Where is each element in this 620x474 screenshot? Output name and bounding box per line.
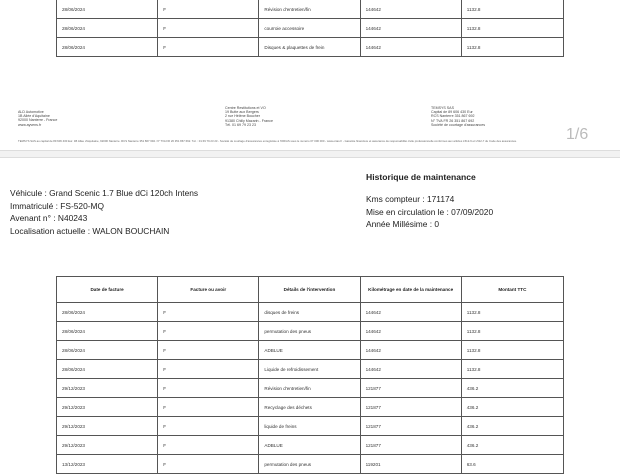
footer-line: ALD Automotive [18,110,44,114]
footer-right-address [431,106,485,127]
cell-date: 28/06/2024 [57,38,158,57]
vehicle-avenant: Avenant n° : N40243 [10,213,88,223]
footer-line: 19 Butte aux Bergers [225,110,259,115]
cell-amount: 1132.8 [461,19,563,38]
cell-amount: 1132.8 [461,322,563,341]
cell-amount: 63.6 [461,455,563,474]
cell-date: 28/06/2024 [57,19,158,38]
cell-invoice-type: F [158,19,259,38]
history-info [366,193,493,231]
table-row [57,455,564,474]
cell-details: permutation des pneus [259,455,360,474]
cell-mileage: 144642 [360,322,461,341]
cell-invoice-type: F [158,303,259,322]
page-separator [0,150,620,158]
footer-line: Capital de 89 606 430 Eur [431,110,473,115]
header-date: Date de facture [57,277,158,303]
footer-line: 91380 Chilly Mazarin - France [225,118,273,123]
header-mileage: Kilométrage en date de la maintenance [360,277,461,303]
cell-mileage: 121877 [360,417,461,436]
cell-details: Révision d'entretien/fin [259,379,360,398]
header-details: Détails de l'intervention [259,277,360,303]
table-row [57,341,564,360]
cell-amount: 1132.8 [461,360,563,379]
footer-line: TEMSYS SAS [431,106,454,110]
table-body [57,0,564,57]
cell-date: 29/12/2023 [57,417,158,436]
cell-mileage: 119201 [360,455,461,474]
cell-date: 28/06/2024 [57,303,158,322]
cell-details: permutation des pneus [259,322,360,341]
footer-line: www.ayvens.fr [18,122,42,127]
cell-mileage: 121877 [360,398,461,417]
cell-details: Recyclage des déchets [259,398,360,417]
cell-invoice-type: F [158,417,259,436]
cell-amount: 436.2 [461,398,563,417]
cell-details: Disques & plaquettes de frein [259,38,360,57]
footer-center-address [225,106,273,127]
history-circulation: Mise en circulation le : 07/09/2020 [366,206,494,217]
cell-mileage: 121877 [360,379,461,398]
table-row [57,398,564,417]
cell-details: ADBLUE [259,436,360,455]
cell-amount: 1132.8 [461,38,563,57]
footer-line: N° TVA FR 26 351 867 692 [431,118,475,123]
table-row [57,38,564,57]
header-amount: Montant TTC [461,277,563,303]
cell-details: liquide de freins [259,417,360,436]
table-body [57,303,564,474]
cell-mileage: 144642 [360,341,461,360]
cell-mileage: 144642 [360,303,461,322]
cell-date: 28/06/2024 [57,360,158,379]
table-row [57,360,564,379]
history-millesime: Année Millésime : 0 [366,219,440,229]
maintenance-table [56,276,564,474]
footer-line: Centre Restitutions et VO [225,106,266,110]
cell-invoice-type: F [158,398,259,417]
cell-details: ADBLUE [259,341,360,360]
cell-mileage: 144642 [360,19,461,38]
footer-line: Société de courtage d'assurances [431,122,486,127]
cell-amount: 436.2 [461,379,563,398]
table-row [57,436,564,455]
maintenance-table-page1 [56,0,564,57]
cell-invoice-type: F [158,341,259,360]
cell-mileage: 144642 [360,38,461,57]
table-row [57,19,564,38]
cell-date: 13/12/2023 [57,455,158,474]
header-invoice-type: Facture ou avoir [158,277,259,303]
cell-invoice-type: F [158,436,259,455]
table-row [57,303,564,322]
vehicle-model: Véhicule : Grand Scenic 1.7 Blue dCi 120ch Intens [10,188,199,198]
footer-line: 92000 Nanterre - France [18,118,58,123]
table-header-row [57,277,564,303]
cell-details: courroie accessoire [259,19,360,38]
vehicle-location: Localisation actuelle : WALON BOUCHAIN [10,225,170,236]
cell-invoice-type: F [158,455,259,474]
cell-amount: 1132.8 [461,341,563,360]
cell-amount: 1132.8 [461,303,563,322]
table-row [57,417,564,436]
vehicle-plate: Immatriculé : FS-520-MQ [10,200,105,211]
cell-mileage: 121877 [360,436,461,455]
footer-line: 1B Allée d'Aquitaine [18,114,50,119]
cell-details: Révision d'entretien/fin [259,0,360,19]
cell-mileage: 144642 [360,360,461,379]
cell-date: 28/06/2024 [57,0,158,19]
cell-date: 28/06/2024 [57,322,158,341]
footer-line: 2 rue Hélène Boucher [225,114,260,119]
cell-amount: 436.2 [461,417,563,436]
cell-date: 29/12/2023 [57,398,158,417]
cell-mileage: 144642 [360,0,461,19]
page-number: 1/6 [566,126,589,143]
cell-details: disques de freins [259,303,360,322]
footer-left-address [18,110,57,127]
footer-legal-text: TEMSYS SAS au capital de 89 606 430 Eur. 1B Allée d'Aquitaine, 92000 Nanterre. RCS Nanterre 351 867 692. N° TVA FR 26 351 867 692. Tél. : 01 69 79 23 23 - Société de courtage d'assurances enregistrée à l'ORIAS sous le numéro 07 000 000 - www.orias.fr - Garantie financière et assurance de responsabilité civile professionnelle conformes aux articles L512-6 et L512-7 du Code des assurances. [18,139,517,143]
footer-line: Tél. 01 69 79 23 23 [225,122,256,127]
footer-line: RCS Nanterre 351 867 692 [431,114,475,119]
table-row [57,322,564,341]
cell-invoice-type: F [158,38,259,57]
cell-date: 28/06/2024 [57,341,158,360]
table-row [57,379,564,398]
cell-invoice-type: F [158,322,259,341]
cell-invoice-type: F [158,0,259,19]
cell-invoice-type: F [158,360,259,379]
cell-details: Liquide de refroidissement [259,360,360,379]
cell-date: 29/12/2023 [57,436,158,455]
history-kms: Kms compteur : 171174 [366,194,455,204]
history-title: Historique de maintenance [366,172,476,182]
cell-invoice-type: F [158,379,259,398]
vehicle-info [10,187,198,237]
table-row [57,0,564,19]
cell-amount: 1132.8 [461,0,563,19]
cell-date: 29/12/2023 [57,379,158,398]
cell-amount: 436.2 [461,436,563,455]
